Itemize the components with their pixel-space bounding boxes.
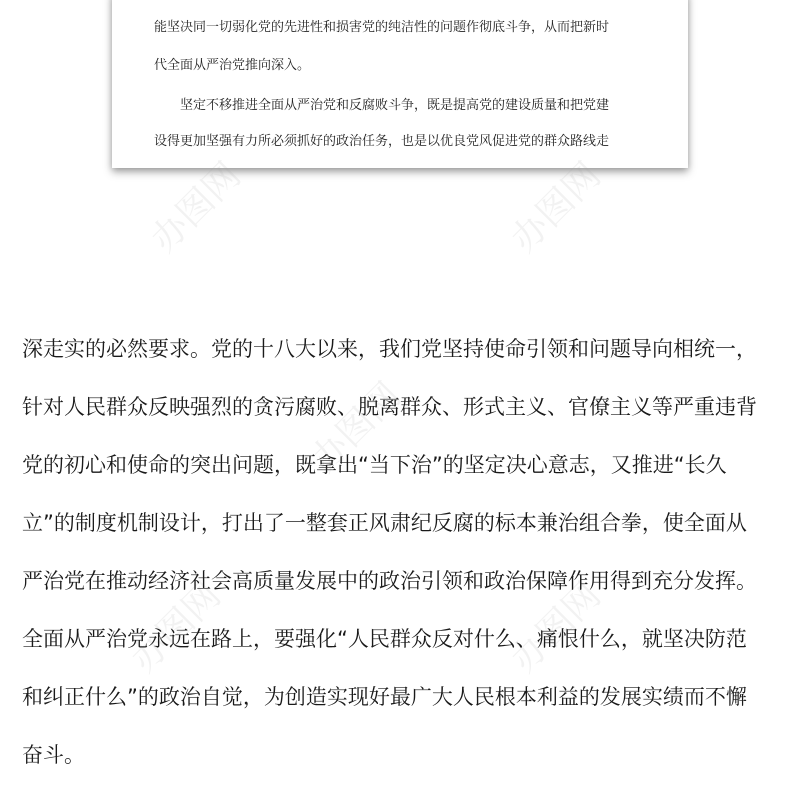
card-text-line: 能坚决同一切弱化党的先进性和损害党的纯洁性的问题作彻底斗争，从而把新时 [154,20,610,35]
watermark: 办图网 [503,574,609,681]
watermark: 办图网 [143,154,249,261]
watermark: 办图网 [303,374,409,481]
card-text-line: 坚定不移推进全面从严治党和反腐败斗争，既是提高党的建设质量和把党建 [180,98,610,113]
card-text-line: 设得更加坚强有力所必须抓好的政治任务，也是以优良党风促进党的群众路线走 [154,134,610,149]
watermark: 办图网 [503,154,609,261]
article-text-line: 深走实的必然要求。党的十八大以来，我们党坚持使命引领和问题导向相统一， [22,337,757,361]
article-text-line: 和纠正什么”的政治自觉，为创造实现好最广大人民根本利益的发展实绩而不懈 [22,685,747,709]
watermark: 办图网 [123,574,229,681]
article-text-line: 立”的制度机制设计，打出了一整套正风肃纪反腐的标本兼治组合拳，使全面从 [22,511,747,535]
article-text-line: 针对人民群众反映强烈的贪污腐败、脱离群众、形式主义、官僚主义等严重违背 [22,395,757,419]
article-text-line: 奋斗。 [22,743,85,767]
card-text-line: 代全面从严治党推向深入。 [154,58,311,73]
article-text-line: 严治党在推动经济社会高质量发展中的政治引领和政治保障作用得到充分发挥。 [22,569,757,593]
article-text-line: 党的初心和使命的突出问题，既拿出“当下治”的坚定决心意志，又推进“长久 [22,453,727,477]
article-body [22,320,782,784]
document-page-card [112,0,688,168]
article-text-line: 全面从严治党永远在路上，要强化“人民群众反对什么、痛恨什么，就坚决防范 [22,627,747,651]
